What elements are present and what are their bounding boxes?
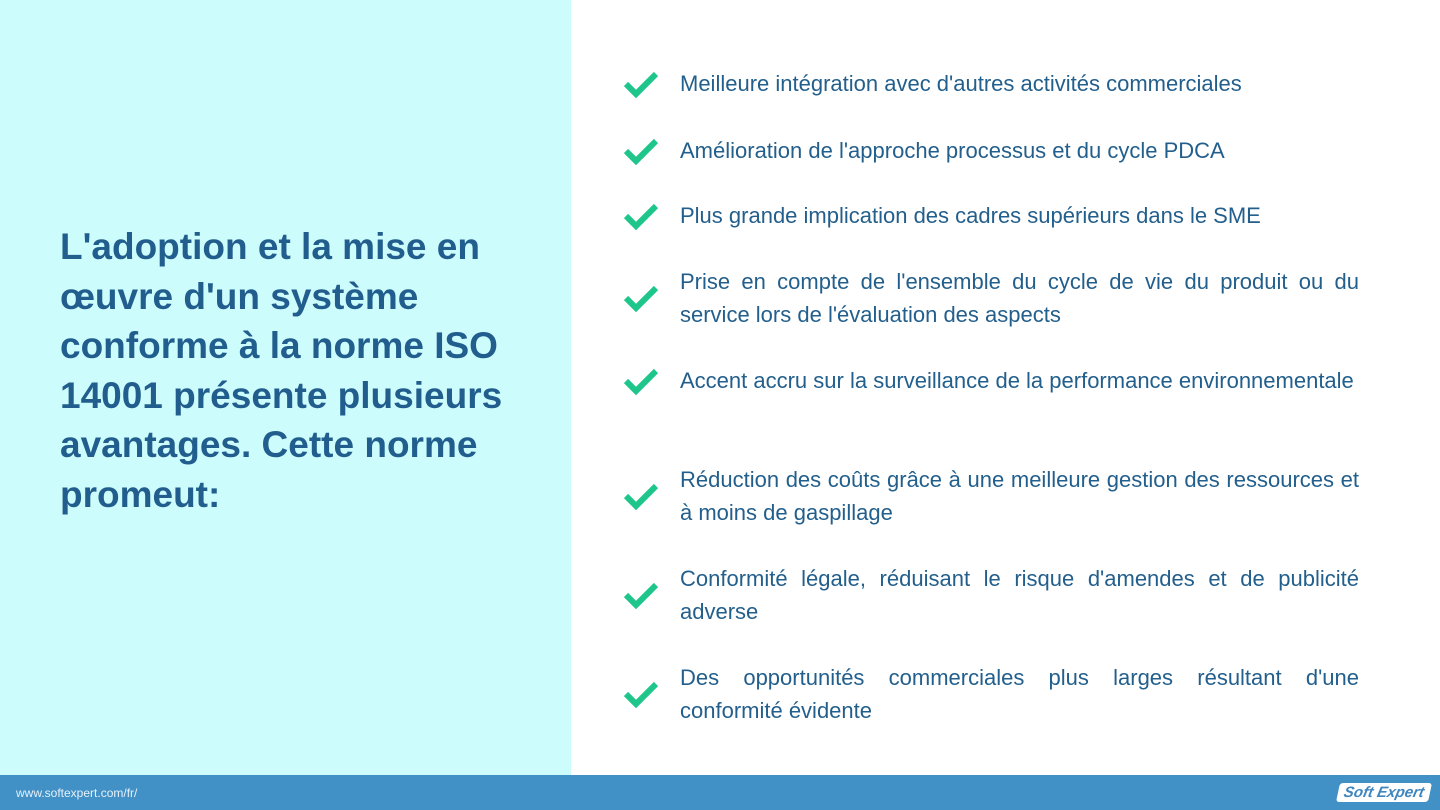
list-item	[622, 463, 1359, 529]
check-icon	[622, 580, 660, 610]
list-item-text: Plus grande implication des cadres supérieurs dans le SME	[680, 203, 1261, 228]
list-item-text: Accent accru sur la surveillance de la performance environnementale	[680, 368, 1354, 393]
list-item-text: Meilleure intégration avec d'autres activités commerciales	[680, 71, 1242, 96]
check-icon	[622, 679, 660, 709]
list-item	[622, 134, 1359, 167]
list-item	[622, 199, 1359, 232]
footer	[0, 775, 1440, 810]
list-item	[622, 67, 1359, 100]
check-icon	[622, 481, 660, 511]
left-panel	[0, 0, 571, 775]
check-icon	[622, 283, 660, 313]
check-icon	[622, 136, 660, 166]
check-icon	[622, 366, 660, 396]
list-item-text: Amélioration de l'approche processus et du cycle PDCA	[680, 138, 1225, 163]
page-title: L'adoption et la mise en œuvre d'un système conforme à la norme ISO 14001 présente plusieurs avantages. Cette norme promeut:	[60, 226, 503, 515]
footer-url[interactable]: www.softexpert.com/fr/	[16, 786, 138, 800]
list-item	[622, 265, 1359, 331]
list-item-text: Prise en compte de l'ensemble du cycle de vie du produit ou du service lors de l'évaluation des aspects	[680, 269, 1359, 327]
softexpert-logo: Soft Expert	[1336, 783, 1432, 802]
list-item-text: Des opportunités commerciales plus larges résultant d'une conformité évidente	[680, 665, 1359, 723]
list-item	[622, 562, 1359, 628]
check-icon	[622, 201, 660, 231]
list-item-text: Réduction des coûts grâce à une meilleure gestion des ressources et à moins de gaspillage	[680, 467, 1359, 525]
list-item	[622, 661, 1359, 727]
list-item-text: Conformité légale, réduisant le risque d'amendes et de publicité adverse	[680, 566, 1359, 624]
list-item	[622, 364, 1359, 397]
check-icon	[622, 69, 660, 99]
